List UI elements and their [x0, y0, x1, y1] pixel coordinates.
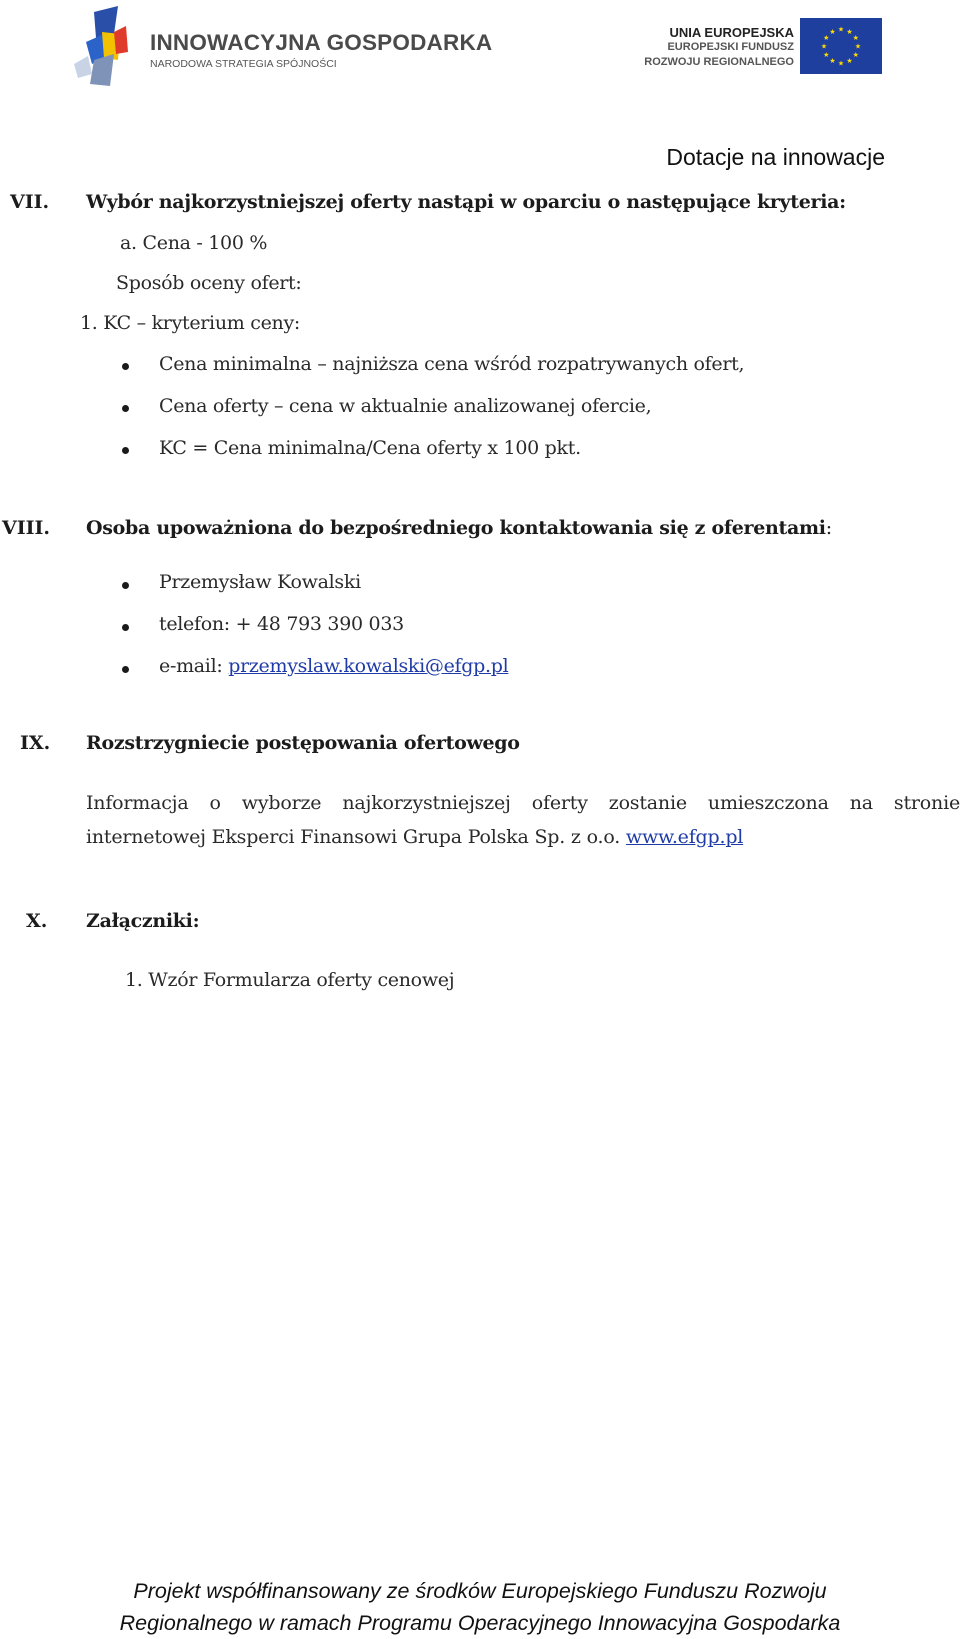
eu-line-1: UNIA EUROPEJSKA — [669, 25, 794, 40]
section-9-number: IX. — [20, 732, 51, 754]
section-8-number: VIII. — [2, 517, 51, 539]
bullet-icon — [122, 447, 129, 454]
eu-flag-icon — [800, 18, 882, 74]
eu-logo-text — [644, 25, 794, 70]
website-link[interactable]: www.efgp.pl — [625, 826, 744, 848]
criterion-price: a. Cena - 100 % — [120, 232, 268, 254]
logo-subtitle: NARODOWA STRATEGIA SPÓJNOŚCI — [150, 58, 337, 70]
contact-name: Przemysław Kowalski — [159, 571, 361, 593]
contact-email-line — [159, 655, 508, 677]
bullet-icon — [122, 582, 129, 589]
eu-star-icon: ★ — [837, 59, 845, 68]
section-7-number: VII. — [10, 191, 50, 213]
document-header-title: Dotacje na innowacje — [666, 144, 885, 170]
bullet-icon — [122, 405, 129, 412]
list-item: KC = Cena minimalna/Cena oferty x 100 pkt. — [159, 437, 581, 459]
list-item: Cena oferty – cena w aktualnie analizowanej ofercie, — [159, 395, 652, 417]
footer-line-1: Projekt współfinansowany ze środków Europejskiego Funduszu Rozwoju — [133, 1579, 827, 1603]
evaluation-method-label: Sposób oceny ofert: — [116, 272, 302, 294]
eu-star-icon: ★ — [829, 57, 836, 66]
eu-star-icon: ★ — [837, 25, 845, 34]
section-9-paragraph: Informacja o wyborze najkorzystniejszej oferty zostanie umieszczona na stronie internetowej Eksperci Finansowi Grupa Polska Sp. z o.o. www.efgp.pl — [86, 792, 960, 848]
section-10-number: X. — [26, 910, 48, 932]
logo-title: INNOWACYJNA GOSPODARKA — [150, 30, 493, 55]
innovative-economy-logo — [74, 4, 493, 90]
email-label: e-mail: — [159, 655, 229, 677]
eu-star-icon: ★ — [846, 57, 853, 66]
list-item: Cena minimalna – najniższa cena wśród rozpatrywanych ofert, — [159, 353, 745, 375]
section-8-title: Osoba upoważniona do bezpośredniego kontaktowania się z oferentami: — [86, 517, 832, 539]
eu-star-icon: ★ — [829, 27, 836, 36]
bullet-icon — [122, 666, 129, 673]
eu-star-icon: ★ — [852, 51, 859, 59]
eu-star-icon: ★ — [823, 34, 830, 42]
eu-line-2: EUROPEJSKI FUNDUSZ — [667, 41, 794, 53]
section-7-title: Wybór najkorzystniejszej oferty nastąpi w oparciu o następujące kryteria: — [86, 191, 846, 213]
contact-phone: telefon: + 48 793 390 033 — [159, 613, 404, 635]
footer-line-2: Regionalnego w ramach Programu Operacyjnego Innowacyjna Gospodarka — [119, 1611, 841, 1635]
section-9-title: Rozstrzygniecie postępowania ofertowego — [86, 732, 520, 754]
kc-criterion-label: 1. KC – kryterium ceny: — [80, 312, 300, 334]
eu-star-icon: ★ — [820, 42, 828, 51]
eu-star-icon: ★ — [854, 42, 862, 51]
bullet-icon — [122, 624, 129, 631]
eu-star-icon: ★ — [823, 51, 830, 59]
eu-star-icon: ★ — [852, 34, 859, 42]
eu-line-3: ROZWOJU REGIONALNEGO — [644, 56, 794, 68]
innovative-economy-logo-icon — [74, 4, 146, 90]
bullet-icon — [122, 363, 129, 370]
eu-star-icon: ★ — [846, 27, 853, 36]
attachment-item: 1. Wzór Formularza oferty cenowej — [125, 969, 455, 991]
section-10-title: Załączniki: — [86, 910, 200, 932]
email-link[interactable]: przemyslaw.kowalski@efgp.pl — [228, 655, 509, 677]
